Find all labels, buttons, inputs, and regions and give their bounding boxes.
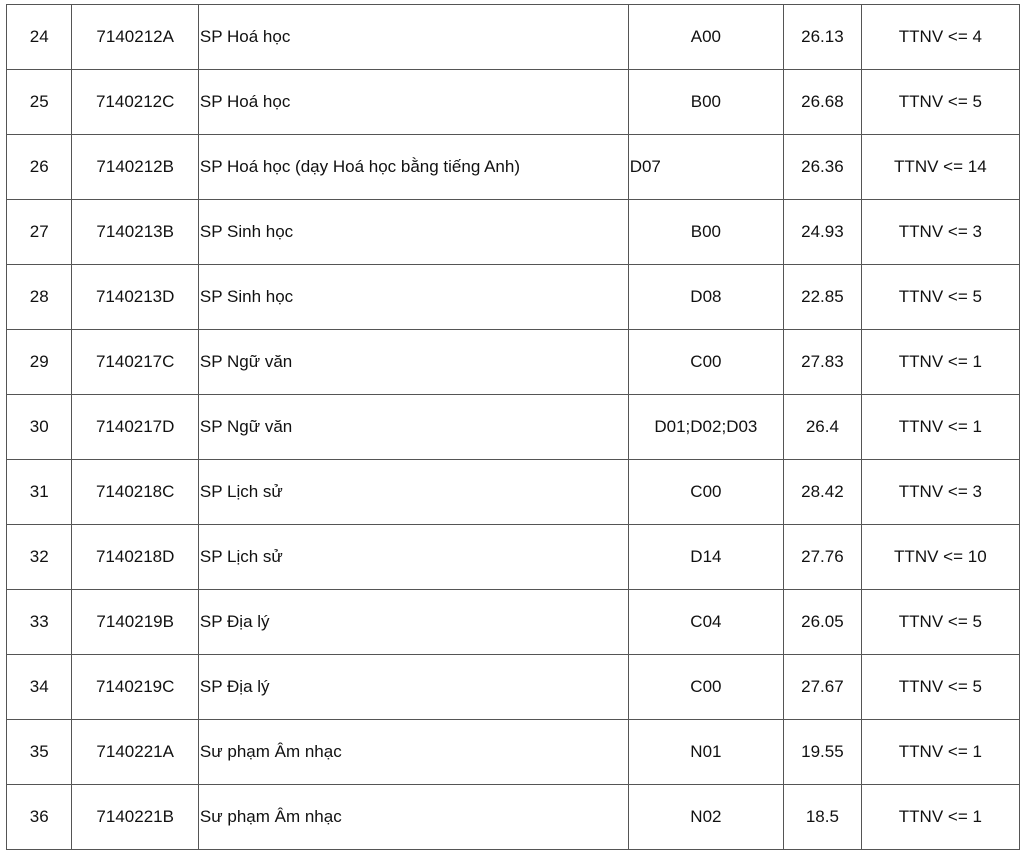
major-name: SP Lịch sử xyxy=(198,525,628,590)
wish-order-condition: TTNV <= 1 xyxy=(861,785,1019,850)
wish-order-condition: TTNV <= 3 xyxy=(861,200,1019,265)
cutoff-score: 26.4 xyxy=(784,395,862,460)
major-name: SP Lịch sử xyxy=(198,460,628,525)
major-name: SP Hoá học (dạy Hoá học bằng tiếng Anh) xyxy=(198,135,628,200)
table-row xyxy=(7,655,1020,720)
row-number: 27 xyxy=(7,200,72,265)
major-name: SP Địa lý xyxy=(198,590,628,655)
row-number: 34 xyxy=(7,655,72,720)
wish-order-condition: TTNV <= 5 xyxy=(861,590,1019,655)
wish-order-condition: TTNV <= 5 xyxy=(861,70,1019,135)
major-code: 7140213D xyxy=(72,265,198,330)
table-row xyxy=(7,200,1020,265)
major-code: 7140217C xyxy=(72,330,198,395)
wish-order-condition: TTNV <= 1 xyxy=(861,720,1019,785)
row-number: 24 xyxy=(7,5,72,70)
cutoff-score: 24.93 xyxy=(784,200,862,265)
admission-scores-table-wrap xyxy=(6,4,1020,850)
subject-combination: N02 xyxy=(628,785,783,850)
cutoff-score: 19.55 xyxy=(784,720,862,785)
subject-combination: C04 xyxy=(628,590,783,655)
subject-combination: B00 xyxy=(628,70,783,135)
major-code: 7140213B xyxy=(72,200,198,265)
cutoff-score: 28.42 xyxy=(784,460,862,525)
row-number: 33 xyxy=(7,590,72,655)
cutoff-score: 18.5 xyxy=(784,785,862,850)
row-number: 35 xyxy=(7,720,72,785)
major-name: SP Hoá học xyxy=(198,5,628,70)
subject-combination: D14 xyxy=(628,525,783,590)
major-code: 7140219C xyxy=(72,655,198,720)
major-code: 7140218D xyxy=(72,525,198,590)
major-name: SP Hoá học xyxy=(198,70,628,135)
table-row xyxy=(7,5,1020,70)
major-name: Sư phạm Âm nhạc xyxy=(198,720,628,785)
major-code: 7140219B xyxy=(72,590,198,655)
row-number: 32 xyxy=(7,525,72,590)
cutoff-score: 27.67 xyxy=(784,655,862,720)
table-row xyxy=(7,590,1020,655)
major-name: SP Sinh học xyxy=(198,265,628,330)
major-name: SP Ngữ văn xyxy=(198,330,628,395)
subject-combination: A00 xyxy=(628,5,783,70)
subject-combination: C00 xyxy=(628,460,783,525)
table-row xyxy=(7,720,1020,785)
major-name: SP Địa lý xyxy=(198,655,628,720)
table-row xyxy=(7,330,1020,395)
subject-combination: C00 xyxy=(628,655,783,720)
table-row xyxy=(7,395,1020,460)
row-number: 25 xyxy=(7,70,72,135)
wish-order-condition: TTNV <= 14 xyxy=(861,135,1019,200)
subject-combination: B00 xyxy=(628,200,783,265)
major-code: 7140218C xyxy=(72,460,198,525)
major-name: SP Sinh học xyxy=(198,200,628,265)
row-number: 26 xyxy=(7,135,72,200)
wish-order-condition: TTNV <= 5 xyxy=(861,265,1019,330)
cutoff-score: 27.76 xyxy=(784,525,862,590)
row-number: 31 xyxy=(7,460,72,525)
admission-scores-table xyxy=(6,4,1020,850)
subject-combination: C00 xyxy=(628,330,783,395)
table-row xyxy=(7,785,1020,850)
cutoff-score: 26.05 xyxy=(784,590,862,655)
row-number: 36 xyxy=(7,785,72,850)
subject-combination: N01 xyxy=(628,720,783,785)
row-number: 28 xyxy=(7,265,72,330)
wish-order-condition: TTNV <= 1 xyxy=(861,330,1019,395)
cutoff-score: 27.83 xyxy=(784,330,862,395)
table-row xyxy=(7,525,1020,590)
table-row xyxy=(7,70,1020,135)
major-code: 7140212C xyxy=(72,70,198,135)
subject-combination: D08 xyxy=(628,265,783,330)
table-row xyxy=(7,460,1020,525)
wish-order-condition: TTNV <= 4 xyxy=(861,5,1019,70)
table-row xyxy=(7,135,1020,200)
major-code: 7140221B xyxy=(72,785,198,850)
major-name: Sư phạm Âm nhạc xyxy=(198,785,628,850)
wish-order-condition: TTNV <= 10 xyxy=(861,525,1019,590)
cutoff-score: 26.36 xyxy=(784,135,862,200)
wish-order-condition: TTNV <= 1 xyxy=(861,395,1019,460)
table-row xyxy=(7,265,1020,330)
cutoff-score: 26.13 xyxy=(784,5,862,70)
row-number: 30 xyxy=(7,395,72,460)
major-code: 7140221A xyxy=(72,720,198,785)
major-code: 7140212A xyxy=(72,5,198,70)
wish-order-condition: TTNV <= 5 xyxy=(861,655,1019,720)
major-code: 7140212B xyxy=(72,135,198,200)
row-number: 29 xyxy=(7,330,72,395)
cutoff-score: 26.68 xyxy=(784,70,862,135)
subject-combination: D07 xyxy=(628,135,783,200)
cutoff-score: 22.85 xyxy=(784,265,862,330)
major-code: 7140217D xyxy=(72,395,198,460)
major-name: SP Ngữ văn xyxy=(198,395,628,460)
subject-combination: D01;D02;D03 xyxy=(628,395,783,460)
wish-order-condition: TTNV <= 3 xyxy=(861,460,1019,525)
